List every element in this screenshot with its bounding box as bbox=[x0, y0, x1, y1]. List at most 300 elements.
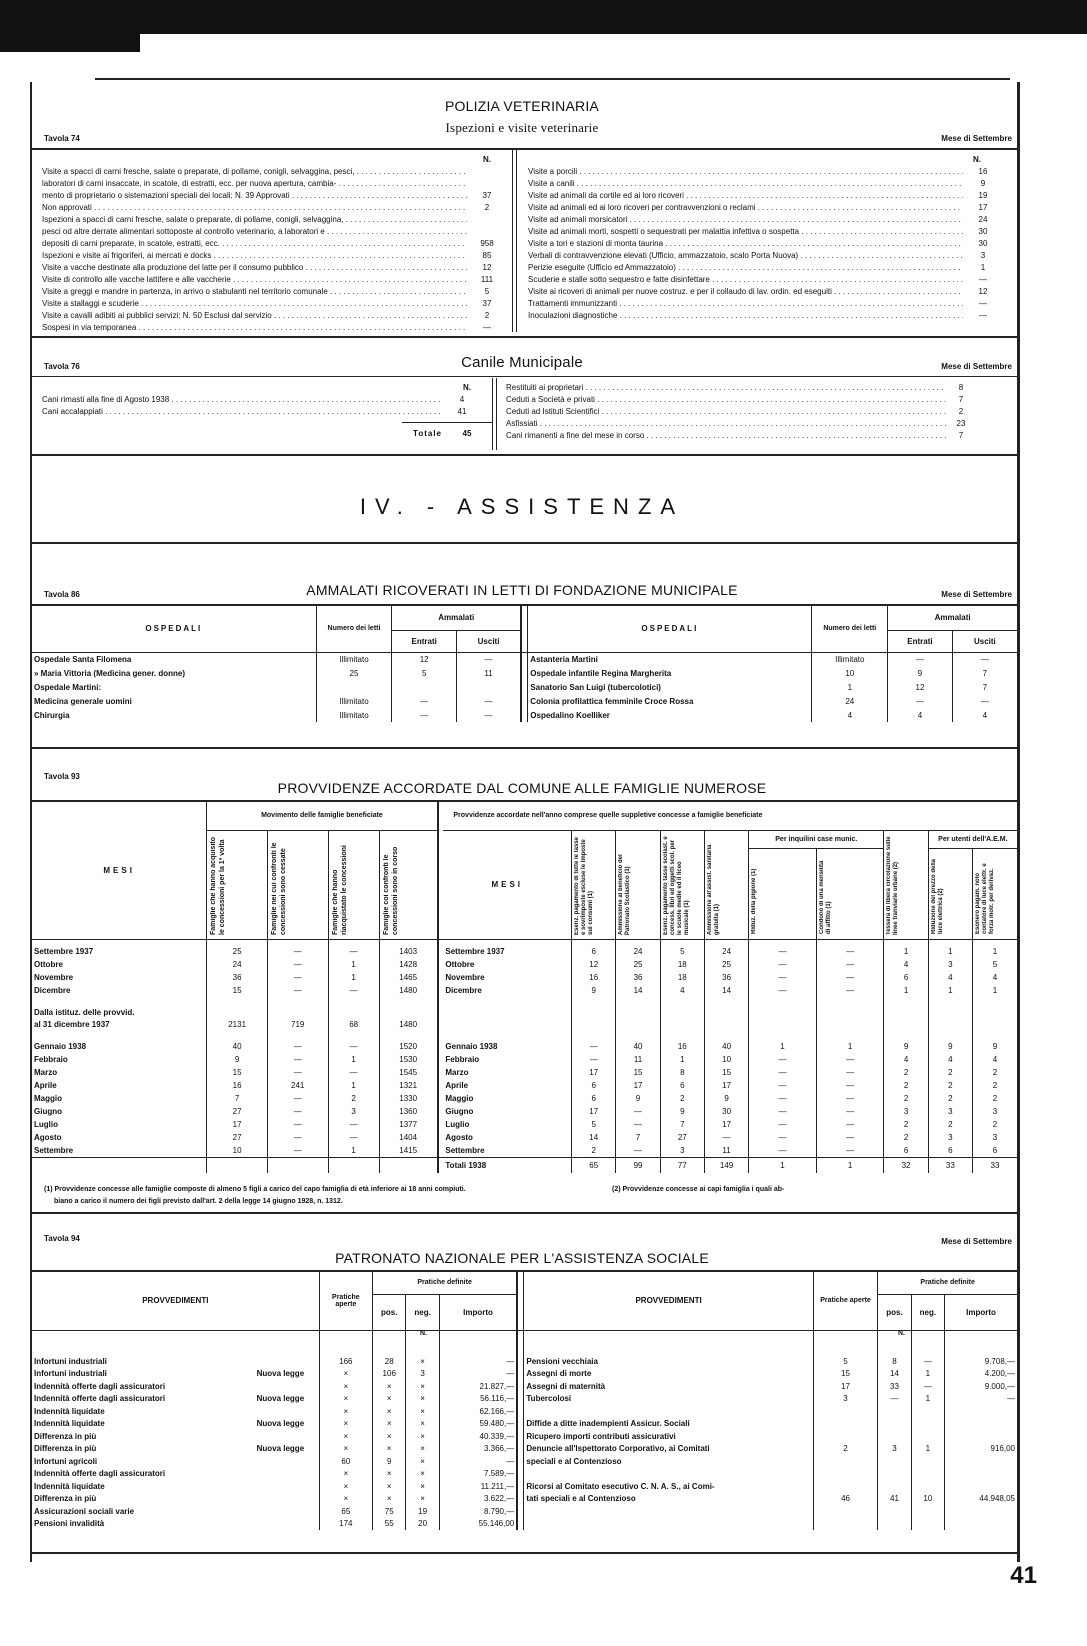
divider bbox=[32, 148, 1017, 150]
value-cell bbox=[749, 1018, 817, 1030]
value-cell: 4 bbox=[928, 1053, 972, 1066]
value-cell bbox=[972, 1030, 1017, 1040]
value-cell bbox=[660, 1018, 704, 1030]
value-cell: — bbox=[328, 1066, 379, 1079]
column-header: Riduzione del prezzo della luce elettrica (2) bbox=[928, 848, 972, 939]
value-cell bbox=[749, 997, 817, 1007]
cell-pos: 9 bbox=[373, 1455, 406, 1468]
cell-pos: × bbox=[373, 1443, 406, 1456]
value-cell: 1520 bbox=[379, 1040, 437, 1053]
cell-pos bbox=[373, 1330, 406, 1343]
value-cell: 1 bbox=[884, 984, 928, 997]
divider bbox=[512, 150, 513, 332]
value-cell: — bbox=[749, 1079, 817, 1092]
table-row bbox=[32, 945, 1017, 958]
list-item bbox=[528, 166, 1003, 178]
column-header: Entrati bbox=[888, 630, 953, 652]
month-cell: Marzo bbox=[445, 1068, 469, 1077]
value-cell: — bbox=[816, 1092, 884, 1105]
month-cell: Maggio bbox=[34, 1094, 62, 1103]
value-cell: — bbox=[749, 945, 817, 958]
item-label: Perizie eseguite (Ufficio ed Ammazzatoio) . . . bbox=[528, 262, 963, 274]
value-cell bbox=[660, 1030, 704, 1040]
item-value: 2 bbox=[484, 203, 490, 212]
value-cell: 7 bbox=[616, 1131, 660, 1144]
measure-name: Indennità offerte dagli assicuratori bbox=[34, 1469, 166, 1479]
divider bbox=[517, 1272, 524, 1330]
value-cell: 1 bbox=[928, 984, 972, 997]
list-item bbox=[528, 202, 1003, 214]
cell-aperte bbox=[813, 1430, 878, 1443]
value-cell bbox=[660, 1007, 704, 1018]
divider bbox=[517, 1418, 524, 1431]
value-cell: 11 bbox=[704, 1144, 748, 1157]
value-cell: 10 bbox=[207, 1144, 268, 1157]
item-value: 85 bbox=[482, 251, 492, 260]
value-cell: 6 bbox=[972, 1144, 1017, 1157]
column-header: neg. bbox=[911, 1294, 944, 1330]
divider bbox=[32, 1552, 1017, 1554]
value-cell: 17 bbox=[207, 1118, 268, 1131]
item-value: 12 bbox=[482, 263, 492, 272]
value-cell: 15 bbox=[616, 1066, 660, 1079]
measure-note bbox=[255, 1355, 320, 1368]
value-cell bbox=[572, 1030, 616, 1040]
cell-neg: × bbox=[406, 1493, 439, 1506]
value-cell bbox=[616, 1030, 660, 1040]
list-item bbox=[528, 250, 1003, 262]
cell-imp: 4.200,— bbox=[945, 1368, 1017, 1381]
list-item bbox=[528, 262, 1003, 274]
dog-list-left bbox=[42, 394, 482, 418]
table-row bbox=[32, 1443, 1017, 1456]
list-item bbox=[528, 214, 1003, 226]
column-header: Condono di una mensilità di affitto (1) bbox=[816, 848, 884, 939]
value-cell: 3 bbox=[972, 1105, 1017, 1118]
month-cell: Ottobre bbox=[445, 960, 475, 969]
value-cell: 1 bbox=[928, 945, 972, 958]
cell-letti: 4 bbox=[812, 708, 888, 722]
measure-name: Assicurazioni sociali varie bbox=[34, 1506, 135, 1516]
table-number: Tavola 94 bbox=[44, 1234, 80, 1243]
cell-pos: 55 bbox=[373, 1518, 406, 1531]
cell-aperte: × bbox=[319, 1405, 372, 1418]
column-header: N. bbox=[898, 1330, 905, 1337]
cell-neg bbox=[911, 1505, 944, 1518]
divider bbox=[517, 1505, 524, 1518]
scan-dark-margin bbox=[0, 0, 140, 52]
cell-usciti: — bbox=[456, 708, 521, 722]
cell-neg: × bbox=[406, 1393, 439, 1406]
value-cell: 3 bbox=[928, 1131, 972, 1144]
cell-entrati: 4 bbox=[888, 708, 953, 722]
value-cell: — bbox=[816, 984, 884, 997]
value-cell: 17 bbox=[704, 1118, 748, 1131]
cell-imp: 40.339,— bbox=[439, 1430, 517, 1443]
value-cell: 3 bbox=[928, 958, 972, 971]
month-cell: Marzo bbox=[34, 1068, 58, 1077]
month-cell: Dalla istituz. delle provvid. bbox=[34, 1008, 135, 1017]
value-cell: 2 bbox=[884, 1066, 928, 1079]
measure-note: Nuova legge bbox=[256, 1394, 305, 1404]
measure-name: Denuncie all'Ispettorato Corporativo, ai Comitati bbox=[526, 1444, 710, 1454]
list-item bbox=[42, 310, 507, 322]
value-cell: — bbox=[816, 1144, 884, 1157]
cell-neg bbox=[406, 1343, 439, 1356]
value-cell: — bbox=[816, 1131, 884, 1144]
month-cell: Maggio bbox=[445, 1094, 474, 1103]
table-number: Tavola 86 bbox=[44, 590, 80, 599]
item-label: Cani rimasti alla fine di Agosto 1938 . . . bbox=[42, 394, 442, 406]
value-cell: 99 bbox=[616, 1157, 660, 1173]
hospital-name: Sanatorio San Luigi (tubercolotici) bbox=[530, 682, 661, 692]
value-cell: 1 bbox=[328, 1144, 379, 1157]
value-cell: 16 bbox=[660, 1040, 704, 1053]
value-cell: 25 bbox=[207, 945, 268, 958]
divider bbox=[517, 1455, 524, 1468]
value-cell: — bbox=[616, 1144, 660, 1157]
value-cell: 36 bbox=[616, 971, 660, 984]
measure-name: Assegni di morte bbox=[526, 1369, 592, 1379]
value-cell: 1 bbox=[749, 1040, 817, 1053]
month-cell: al 31 dicembre 1937 bbox=[34, 1019, 110, 1029]
list-item bbox=[42, 238, 507, 250]
month-label: Mese di Settembre bbox=[941, 590, 1012, 599]
item-label: Visite a vacche destinate alla produzione del latte per il consumo pubblico . . . bbox=[42, 262, 467, 274]
item-label: Scuderie e stalle sotto sequestro e fatte disinfettare . . . bbox=[528, 274, 963, 286]
item-label: Verbali di contravvenzione elevati (Ufficio, ammazzatoio, scalo Porta Nuova) . . . bbox=[528, 250, 963, 262]
measure-name: Differenza in più bbox=[34, 1431, 97, 1441]
cell-usciti bbox=[456, 680, 521, 694]
list-item bbox=[528, 190, 1003, 202]
value-cell bbox=[379, 1030, 437, 1040]
value-cell: 6 bbox=[928, 1144, 972, 1157]
value-cell bbox=[267, 1030, 328, 1040]
cell-neg: — bbox=[911, 1380, 944, 1393]
value-cell bbox=[816, 997, 884, 1007]
value-cell: 2131 bbox=[207, 1018, 268, 1030]
item-label: Visite a stallaggi e scuderie . . . bbox=[42, 298, 467, 310]
value-cell: 4 bbox=[884, 1053, 928, 1066]
list-item bbox=[528, 274, 1003, 286]
divider bbox=[517, 1343, 524, 1356]
cell-aperte: × bbox=[319, 1493, 372, 1506]
value-cell: 6 bbox=[884, 1144, 928, 1157]
total-value: 45 bbox=[462, 429, 472, 438]
item-label: pesci od altre derrate alimentari sottoposte al controllo veterinario, a laboratori e . . . bbox=[42, 226, 467, 238]
value-cell: 1415 bbox=[379, 1144, 437, 1157]
column-header: Ammissione al beneficio del Patronato Scolastico (1) bbox=[616, 830, 660, 939]
cell-pos: × bbox=[373, 1468, 406, 1481]
value-cell: — bbox=[328, 1131, 379, 1144]
cell-pos: × bbox=[373, 1418, 406, 1431]
cell-entrati bbox=[392, 680, 457, 694]
divider bbox=[517, 1355, 524, 1368]
cell-imp bbox=[945, 1430, 1017, 1443]
value-cell: — bbox=[816, 1105, 884, 1118]
divider bbox=[492, 378, 493, 450]
list-item bbox=[528, 298, 1003, 310]
value-cell: 1321 bbox=[379, 1079, 437, 1092]
cell-imp: 916,00 bbox=[945, 1443, 1017, 1456]
table-row bbox=[32, 958, 1017, 971]
value-cell: 1 bbox=[749, 1157, 817, 1173]
value-cell: 5 bbox=[972, 958, 1017, 971]
value-cell: 36 bbox=[207, 971, 268, 984]
footnote: (2) Provvidenze concesse ai capi famiglia i quali ab- bbox=[612, 1186, 785, 1193]
measure-note bbox=[255, 1430, 320, 1443]
cell-aperte: × bbox=[319, 1443, 372, 1456]
month-cell: Luglio bbox=[445, 1120, 470, 1129]
value-cell: 1377 bbox=[379, 1118, 437, 1131]
column-header: Pratiche aperte bbox=[319, 1272, 372, 1330]
list-item bbox=[42, 286, 507, 298]
list-item bbox=[528, 238, 1003, 250]
month-cell: Dicembre bbox=[34, 986, 71, 995]
measure-name: Indennità offerte dagli assicuratori bbox=[34, 1394, 166, 1404]
value-cell bbox=[328, 1157, 379, 1173]
measure-note bbox=[255, 1380, 320, 1393]
cell-aperte: × bbox=[319, 1380, 372, 1393]
list-item bbox=[528, 226, 1003, 238]
list-item bbox=[506, 406, 976, 418]
hospital-name: Colonia profilattica femminile Croce Rossa bbox=[530, 696, 694, 706]
table-row bbox=[32, 1393, 1017, 1406]
value-cell: 40 bbox=[207, 1040, 268, 1053]
cell-pos bbox=[878, 1518, 911, 1531]
value-cell bbox=[267, 1157, 328, 1173]
table-row bbox=[32, 1131, 1017, 1144]
column-header: Ammalati bbox=[888, 606, 1017, 630]
cell-pos bbox=[373, 1343, 406, 1356]
divider bbox=[517, 1330, 524, 1343]
cell-pos: × bbox=[373, 1430, 406, 1443]
item-label: Inoculazioni diagnostiche . . . bbox=[528, 310, 963, 322]
value-cell: — bbox=[328, 1118, 379, 1131]
value-cell: — bbox=[267, 958, 328, 971]
cell-aperte: × bbox=[319, 1368, 372, 1381]
cell-imp bbox=[945, 1480, 1017, 1493]
hospital-name: Medicina generale uomini bbox=[34, 696, 132, 706]
list-item bbox=[42, 214, 507, 226]
cell-neg: × bbox=[406, 1418, 439, 1431]
divider bbox=[517, 1468, 524, 1481]
value-cell bbox=[379, 1157, 437, 1173]
footnote: (1) Provvidenze concesse alle famiglie composte di almeno 5 figli a carico del capo famiglia di età inferiore ai 18 anni compiuti. bbox=[44, 1186, 466, 1193]
value-cell bbox=[616, 1007, 660, 1018]
value-cell: 11 bbox=[616, 1053, 660, 1066]
table-row bbox=[32, 1007, 1017, 1018]
table-row bbox=[32, 652, 1017, 666]
table-row bbox=[32, 997, 1017, 1007]
item-label: mento di proprietario o sistemazioni speciali dei locali: N. 39 Approvati . . . bbox=[42, 190, 467, 202]
value-cell: 9 bbox=[704, 1092, 748, 1105]
table-row bbox=[32, 984, 1017, 997]
value-cell: — bbox=[267, 1118, 328, 1131]
value-cell: 2 bbox=[928, 1079, 972, 1092]
month-cell: Luglio bbox=[34, 1120, 58, 1129]
value-cell: 3 bbox=[972, 1131, 1017, 1144]
value-cell bbox=[267, 997, 328, 1007]
chapter-heading: IV. - ASSISTENZA bbox=[359, 494, 685, 519]
value-cell bbox=[328, 997, 379, 1007]
cell-aperte: 46 bbox=[813, 1493, 878, 1506]
cell-neg: × bbox=[406, 1455, 439, 1468]
value-cell: — bbox=[749, 1131, 817, 1144]
dog-list-right bbox=[506, 382, 976, 442]
measure-name: Pensioni vecchiaia bbox=[526, 1356, 598, 1366]
list-item bbox=[42, 262, 507, 274]
table-row bbox=[32, 1455, 1017, 1468]
value-cell: 14 bbox=[572, 1131, 616, 1144]
cell-neg bbox=[911, 1518, 944, 1531]
value-cell: — bbox=[572, 1040, 616, 1053]
cell-aperte: 166 bbox=[319, 1355, 372, 1368]
value-cell bbox=[749, 1007, 817, 1018]
value-cell bbox=[572, 997, 616, 1007]
cell-aperte: × bbox=[319, 1418, 372, 1431]
table-row bbox=[32, 971, 1017, 984]
list-item bbox=[506, 394, 976, 406]
item-value bbox=[467, 226, 507, 238]
table-number: Tavola 76 bbox=[44, 362, 80, 371]
value-cell: 2 bbox=[884, 1118, 928, 1131]
cell-imp: 7.589,— bbox=[439, 1468, 517, 1481]
month-cell: Settembre bbox=[445, 1145, 485, 1155]
divider bbox=[521, 680, 528, 694]
column-header: Esonero pagam. nolo contatore di luce elettr. e forza motr. per derivaz. bbox=[972, 848, 1017, 939]
item-value: 3 bbox=[980, 251, 986, 260]
month-cell: Febbraio bbox=[445, 1055, 480, 1064]
cell-entrati: — bbox=[392, 708, 457, 722]
month-cell: Novembre bbox=[445, 973, 485, 982]
value-cell: 4 bbox=[972, 971, 1017, 984]
divider bbox=[32, 336, 1017, 338]
value-cell: 2 bbox=[884, 1092, 928, 1105]
column-header: Pratiche aperte bbox=[813, 1272, 878, 1330]
value-cell: 30 bbox=[704, 1105, 748, 1118]
item-value: 37 bbox=[482, 191, 492, 200]
item-value: 37 bbox=[482, 299, 492, 308]
value-cell: — bbox=[816, 958, 884, 971]
cell-pos bbox=[878, 1468, 911, 1481]
cell-neg bbox=[911, 1455, 944, 1468]
month-cell: Settembre 1937 bbox=[445, 947, 505, 956]
value-cell bbox=[884, 1018, 928, 1030]
table-row bbox=[32, 1030, 1017, 1040]
column-header: Riduz. della pigione (1) bbox=[749, 848, 817, 939]
measure-name: Infortuni industriali bbox=[34, 1369, 107, 1379]
value-cell: 2 bbox=[884, 1131, 928, 1144]
cell-aperte: 5 bbox=[813, 1355, 878, 1368]
value-cell bbox=[972, 997, 1017, 1007]
month-cell: Dicembre bbox=[445, 986, 482, 995]
scan-dark-margin bbox=[140, 0, 1087, 34]
value-cell: 2 bbox=[972, 1079, 1017, 1092]
measure-note bbox=[255, 1343, 320, 1356]
value-cell: 1428 bbox=[379, 958, 437, 971]
measure-note: Nuova legge bbox=[256, 1419, 305, 1429]
value-cell: 1403 bbox=[379, 945, 437, 958]
table-row bbox=[32, 1330, 1017, 1343]
measure-note bbox=[255, 1480, 320, 1493]
cell-neg: 20 bbox=[406, 1518, 439, 1531]
value-cell bbox=[616, 1018, 660, 1030]
month-cell: Gennaio 1938 bbox=[445, 1042, 498, 1051]
measure-name bbox=[32, 1330, 255, 1343]
cell-aperte bbox=[319, 1330, 372, 1343]
column-header: Usciti bbox=[952, 630, 1017, 652]
measure-name bbox=[524, 1518, 813, 1531]
list-item bbox=[42, 406, 482, 418]
cell-pos bbox=[878, 1418, 911, 1431]
value-cell bbox=[207, 1157, 268, 1173]
cell-letti: 1 bbox=[812, 680, 888, 694]
value-cell: 16 bbox=[572, 971, 616, 984]
list-item bbox=[506, 430, 976, 442]
value-cell bbox=[572, 1018, 616, 1030]
item-label: Visite a canili . . . bbox=[528, 178, 963, 190]
value-cell bbox=[884, 997, 928, 1007]
cell-pos: 41 bbox=[878, 1493, 911, 1506]
divider bbox=[517, 1430, 524, 1443]
hospital-name: Ospedale Santa Filomena bbox=[34, 654, 132, 664]
cell-neg bbox=[911, 1468, 944, 1481]
item-value: 958 bbox=[480, 239, 494, 248]
value-cell: 2 bbox=[928, 1066, 972, 1079]
list-item bbox=[506, 382, 976, 394]
value-cell: 65 bbox=[572, 1157, 616, 1173]
cell-usciti: — bbox=[952, 694, 1017, 708]
value-cell: — bbox=[328, 945, 379, 958]
divider bbox=[32, 376, 1017, 377]
value-cell: 1 bbox=[660, 1053, 704, 1066]
measure-note: Nuova legge bbox=[256, 1369, 305, 1379]
month-cell: Aprile bbox=[445, 1081, 469, 1090]
measure-note bbox=[255, 1505, 320, 1518]
table-row bbox=[32, 1518, 1017, 1531]
value-cell bbox=[704, 1007, 748, 1018]
item-label: Sospesi in via temporanea . . . bbox=[42, 322, 467, 334]
measure-name: Indennità offerte dagli assicuratori bbox=[34, 1381, 166, 1391]
large-families-table bbox=[32, 802, 1017, 1173]
column-header: Famiglie nei cui confronti le concessioni sono cessate bbox=[267, 830, 328, 939]
value-cell: 3 bbox=[660, 1144, 704, 1157]
cell-neg: 19 bbox=[406, 1505, 439, 1518]
item-value bbox=[467, 166, 507, 178]
item-value: 30 bbox=[978, 227, 988, 236]
value-cell: — bbox=[816, 1053, 884, 1066]
month-cell bbox=[32, 997, 207, 1007]
item-label: Visite di controllo alle vacche lattifere e alle vaccherie . . . bbox=[42, 274, 467, 286]
cell-pos: 75 bbox=[373, 1505, 406, 1518]
hospital-name: Ospedale Martini: bbox=[34, 682, 102, 692]
measure-name: tati speciali e al Contenzioso bbox=[526, 1494, 636, 1504]
cell-pos: 8 bbox=[878, 1355, 911, 1368]
cell-imp: 21.827,— bbox=[439, 1380, 517, 1393]
cell-neg bbox=[911, 1430, 944, 1443]
value-cell: — bbox=[616, 1118, 660, 1131]
measure-note bbox=[255, 1468, 320, 1481]
cell-entrati: 12 bbox=[888, 680, 953, 694]
measure-name: speciali e al Contenzioso bbox=[526, 1456, 622, 1466]
divider bbox=[517, 1380, 524, 1393]
item-label: Visite a cavalli adibiti ai pubblici servizi: N. 50 Esclusi dal servizio . . . bbox=[42, 310, 467, 322]
item-label: Visite a spacci di carni fresche, salate o preparate, di pollame, conigli, selvaggina, pesci, . . . bbox=[42, 166, 467, 178]
cell-usciti: 7 bbox=[952, 680, 1017, 694]
cell-imp bbox=[945, 1330, 1017, 1343]
column-header: Movimento delle famiglie beneficiate bbox=[207, 802, 438, 830]
